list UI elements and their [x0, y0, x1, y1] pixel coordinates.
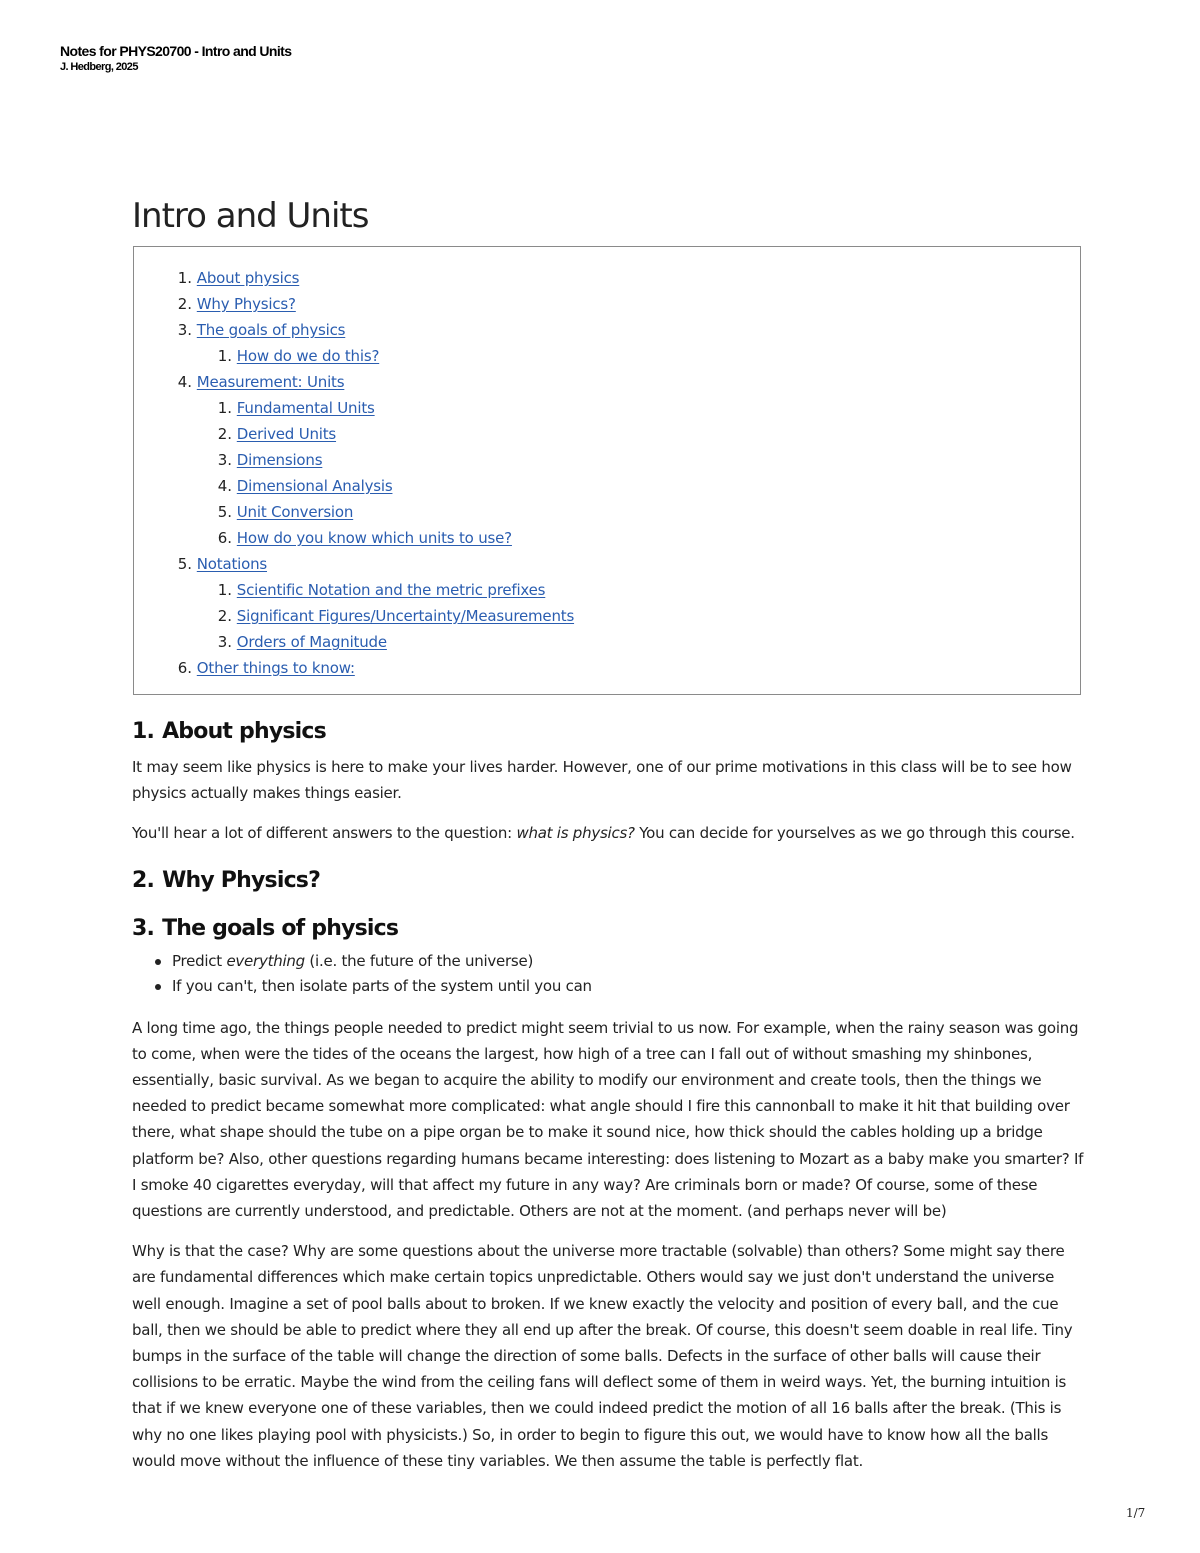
toc-number: 1.	[217, 347, 232, 365]
table-of-contents	[133, 246, 1081, 695]
toc-link-measurement-units[interactable]: Measurement: Units	[196, 373, 345, 391]
bullet-list	[132, 949, 1084, 999]
paragraph: It may seem like physics is here to make your lives harder. However, one of our prime motivations in this class will be to see how physics actually makes things easier.	[132, 758, 1072, 803]
toc-number: 6.	[217, 529, 232, 547]
page-number: 1/7	[1126, 1506, 1146, 1520]
section-title: Why Physics?	[162, 867, 321, 893]
toc-number: 6.	[177, 659, 192, 677]
document-author: J. Hedberg, 2025	[60, 61, 138, 73]
toc-number: 5.	[217, 503, 232, 521]
paragraph: Why is that the case? Why are some questions about the universe more tractable (solvable) than others? Some might say there are fundamental differences which make certain topics unpredictable. Others would say we just don't understand the universe well enough. Imagine a set of pool balls about to broken. If we knew exactly the velocity and position of every ball, and the cue ball, then we should be able to predict where they all end up after the break. Of course, this doesn't seem doable in real life. Tiny bumps in the surface of the table will change the direction of some balls. Defects in the surface of other balls will cause their collisions to be erratic. Maybe the wind from the ceiling fans will deflect some of them in weird ways. Yet, the burning intuition is that if we knew everyone one of these variables, then we could indeed predict the motion of all 16 balls after the break. (This is why no one likes playing pool with physicists.) So, in order to begin to figure this out, we would have to know how all the balls would move without the influence of these tiny variables. We then assume the table is perfectly flat.	[132, 1242, 1073, 1470]
toc-number: 3.	[217, 633, 232, 651]
toc-link-unit-conversion[interactable]: Unit Conversion	[236, 503, 354, 521]
text-run: You can decide for yourselves as we go through this course.	[634, 824, 1075, 843]
section-number: 3.	[132, 915, 155, 941]
section-why-physics	[132, 863, 1084, 899]
document-title: Notes for PHYS20700 - Intro and Units	[60, 43, 292, 59]
section-number: 1.	[132, 719, 155, 744]
toc-link-why-physics[interactable]: Why Physics?	[196, 295, 296, 313]
text-run: You'll hear a lot of different answers to the question:	[132, 824, 517, 843]
toc-link-dimensional-analysis[interactable]: Dimensional Analysis	[236, 477, 393, 495]
section-about-physics	[132, 714, 1084, 847]
toc-item-which-units	[214, 525, 574, 551]
main-content	[132, 714, 1084, 1474]
page-title: Intro and Units	[132, 196, 369, 236]
toc-link-dimensions[interactable]: Dimensions	[236, 451, 323, 469]
toc-number: 2.	[177, 295, 192, 313]
section-goals-of-physics	[132, 911, 1084, 1474]
toc-link-goals-of-physics[interactable]: The goals of physics	[196, 321, 346, 339]
toc-item-goals-of-physics	[174, 317, 574, 369]
toc-link-fundamental-units[interactable]: Fundamental Units	[236, 399, 375, 417]
toc-item-orders-of-magnitude	[214, 629, 574, 655]
paragraph: A long time ago, the things people needed to predict might seem trivial to us now. For example, when the rainy season was going to come, when were the tides of the oceans the largest, how high of a tree can I fall out of without smashing my shinbones, essentially, basic survival. As we began to acquire the ability to modify our environment and create tools, then the things we needed to predict became somewhat more complicated: what angle should I fire this cannonball to make it hit that building over there, what shape should the tube on a pipe organ be to make it sound nice, how thick should the cables holding up a bridge platform be? Also, other questions regarding humans became interesting: does listening to Mozart as a baby make you smarter? If I smoke 40 cigarettes everyday, will that affect my future in any way? Are criminals born or made? Of course, some of these questions are currently understood, and predictable. Others are not at the moment. (and perhaps never will be)	[132, 1018, 1084, 1221]
toc-sublist	[174, 577, 574, 655]
list-item: If you can't, then isolate parts of the system until you can	[172, 974, 1084, 999]
paragraph	[132, 820, 1084, 846]
toc-number: 1.	[177, 269, 192, 287]
toc-link-which-units[interactable]: How do you know which units to use?	[236, 529, 512, 547]
emphasis-text: everything	[226, 951, 305, 970]
toc-link-scientific-notation[interactable]: Scientific Notation and the metric prefixes	[236, 581, 546, 599]
toc-number: 4.	[177, 373, 192, 391]
toc-number: 1.	[217, 581, 232, 599]
toc-item-why-physics	[174, 291, 574, 317]
toc-number: 4.	[217, 477, 232, 495]
toc-item-derived-units	[214, 421, 574, 447]
section-heading	[132, 863, 1084, 899]
toc-link-about-physics[interactable]: About physics	[196, 269, 300, 287]
section-heading	[132, 911, 1084, 947]
section-heading	[132, 714, 1084, 750]
toc-link-orders-of-magnitude[interactable]: Orders of Magnitude	[236, 633, 387, 651]
toc-list	[174, 265, 574, 681]
toc-item-significant-figures	[214, 603, 574, 629]
running-header	[60, 42, 291, 74]
toc-item-dimensional-analysis	[214, 473, 574, 499]
toc-sublist	[174, 395, 574, 551]
text-run: (i.e. the future of the universe)	[304, 951, 534, 970]
toc-item-about-physics	[174, 265, 574, 291]
toc-link-how-do-we-do-this[interactable]: How do we do this?	[236, 347, 380, 365]
toc-number: 3.	[217, 451, 232, 469]
toc-item-measurement-units	[174, 369, 574, 551]
text-run: Predict	[172, 951, 227, 970]
toc-number: 2.	[217, 607, 232, 625]
toc-item-other-things	[174, 655, 574, 681]
toc-sublist	[174, 343, 574, 369]
toc-link-derived-units[interactable]: Derived Units	[236, 425, 337, 443]
section-title: About physics	[162, 719, 326, 744]
toc-number: 2.	[217, 425, 232, 443]
section-number: 2.	[132, 867, 155, 893]
toc-item-dimensions	[214, 447, 574, 473]
toc-number: 5.	[177, 555, 192, 573]
toc-item-unit-conversion	[214, 499, 574, 525]
toc-item-how-do-we-do-this	[214, 343, 574, 369]
toc-item-notations	[174, 551, 574, 655]
section-title: The goals of physics	[162, 915, 399, 941]
emphasis-text: what is physics?	[516, 824, 635, 843]
toc-link-other-things[interactable]: Other things to know:	[196, 659, 355, 677]
toc-item-fundamental-units	[214, 395, 574, 421]
toc-item-scientific-notation	[214, 577, 574, 603]
toc-number: 3.	[177, 321, 192, 339]
toc-number: 1.	[217, 399, 232, 417]
toc-link-notations[interactable]: Notations	[196, 555, 268, 573]
list-item	[172, 949, 1084, 974]
toc-link-significant-figures[interactable]: Significant Figures/Uncertainty/Measurements	[236, 607, 575, 625]
